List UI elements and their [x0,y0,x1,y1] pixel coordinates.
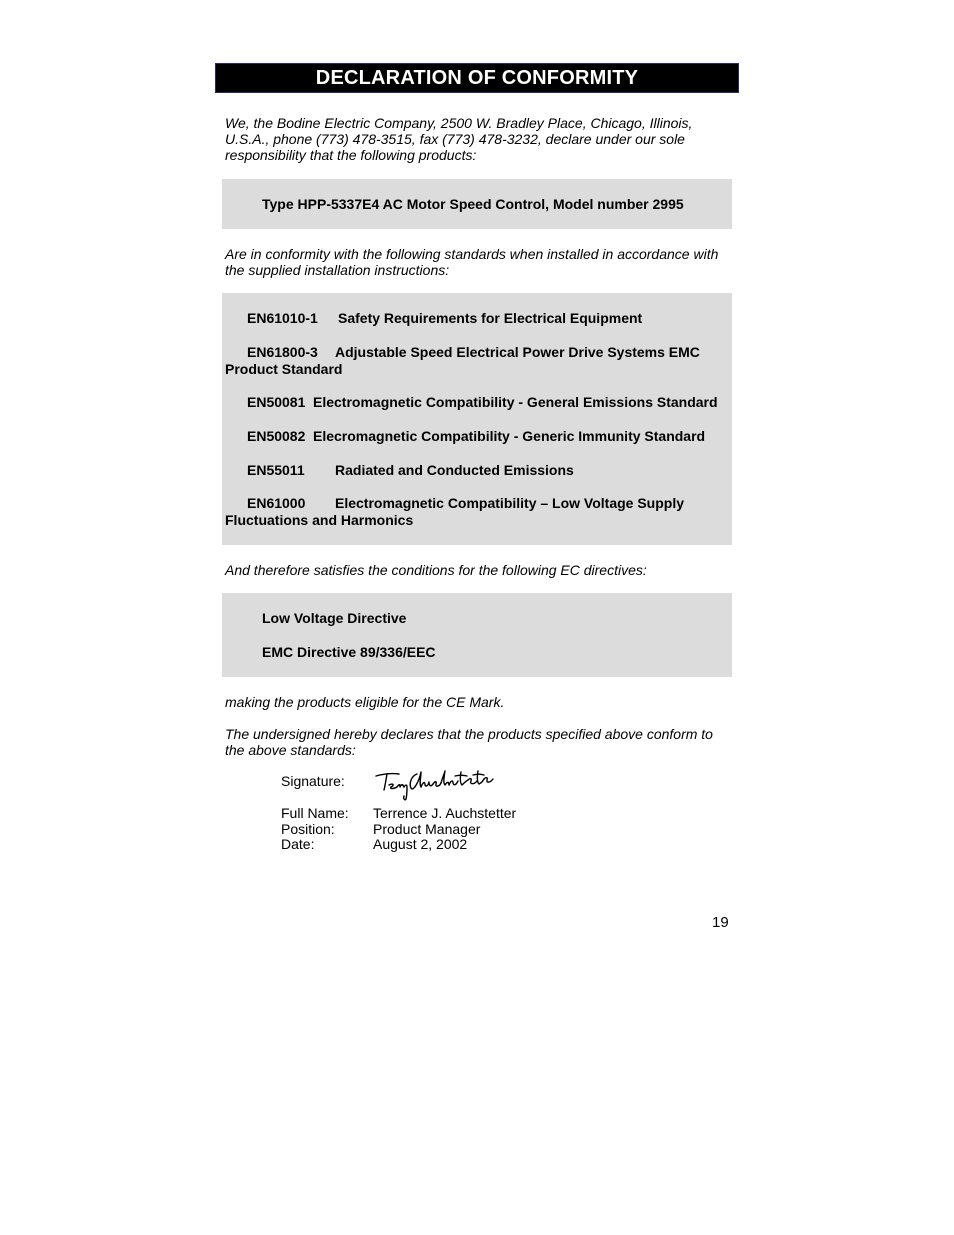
signature-label: Signature: [281,773,345,789]
standard-code: EN61800-3 [247,344,318,360]
position-label: Position: [281,820,335,837]
directive-item: Low Voltage Directive [262,610,407,626]
standard-description: Safety Requirements for Electrical Equipment [338,310,643,326]
standard-code: EN50081 [247,394,306,410]
full-name-label: Full Name: [281,805,349,821]
conformity-paragraph: Are in conformity with the following standards when installed in accordance with the supplied installation instructions: [225,246,719,278]
standard-item [222,428,727,445]
product-name: Type HPP-5337E4 AC Motor Speed Control, Model number 2995 [262,196,684,212]
standard-item [222,394,727,411]
standard-description: Adjustable Speed Electrical Power Drive Systems EMC [335,344,700,360]
date-value: August 2, 2002 [373,836,468,852]
full-name-value: Terrence J. Auchstetter [373,805,517,821]
page-number: 19 [712,914,729,931]
standard-code: EN50082 [247,428,306,444]
standard-item [222,495,727,529]
standard-description: Radiated and Conducted Emissions [335,462,574,478]
directives-paragraph: And therefore satisfies the conditions for the following EC directives: [225,562,647,578]
standards-box [222,293,732,545]
signature-image [373,768,495,806]
date-label: Date: [281,836,315,852]
standard-description: Electromagnetic Compatibility - General Emissions Standard [313,394,718,410]
standard-item [222,310,727,327]
standard-code: EN61010-1 [247,310,318,326]
directive-item: EMC Directive 89/336/EEC [262,644,436,660]
page-title: DECLARATION OF CONFORMITY [315,66,639,89]
standard-code: EN61000 [247,495,306,511]
ce-mark-paragraph: making the products eligible for the CE Mark. [225,694,505,710]
handwritten-signature [373,768,495,802]
intro-paragraph: We, the Bodine Electric Company, 2500 W. Bradley Place, Chicago, Illinois, U.S.A., phone (773) 478-3515, fax (773) 478-3232, declare under our sole responsibility that the following products: [225,115,693,163]
standard-description: Electromagnetic Compatibility – Low Voltage Supply [335,495,685,511]
position-value: Product Manager [373,820,481,837]
standard-item [222,344,727,378]
title-bar [215,63,739,93]
declaration-paragraph: The undersigned hereby declares that the products specified above conform to the above standards: [225,726,713,758]
standard-item [222,462,727,479]
standard-description: Elecromagnetic Compatibility - Generic Immunity Standard [313,428,706,444]
standard-description-continued: Fluctuations and Harmonics [225,512,414,528]
directives-box [222,593,732,677]
standard-description-continued: Product Standard [225,361,343,377]
standard-code: EN55011 [247,462,305,478]
product-box [222,179,732,229]
